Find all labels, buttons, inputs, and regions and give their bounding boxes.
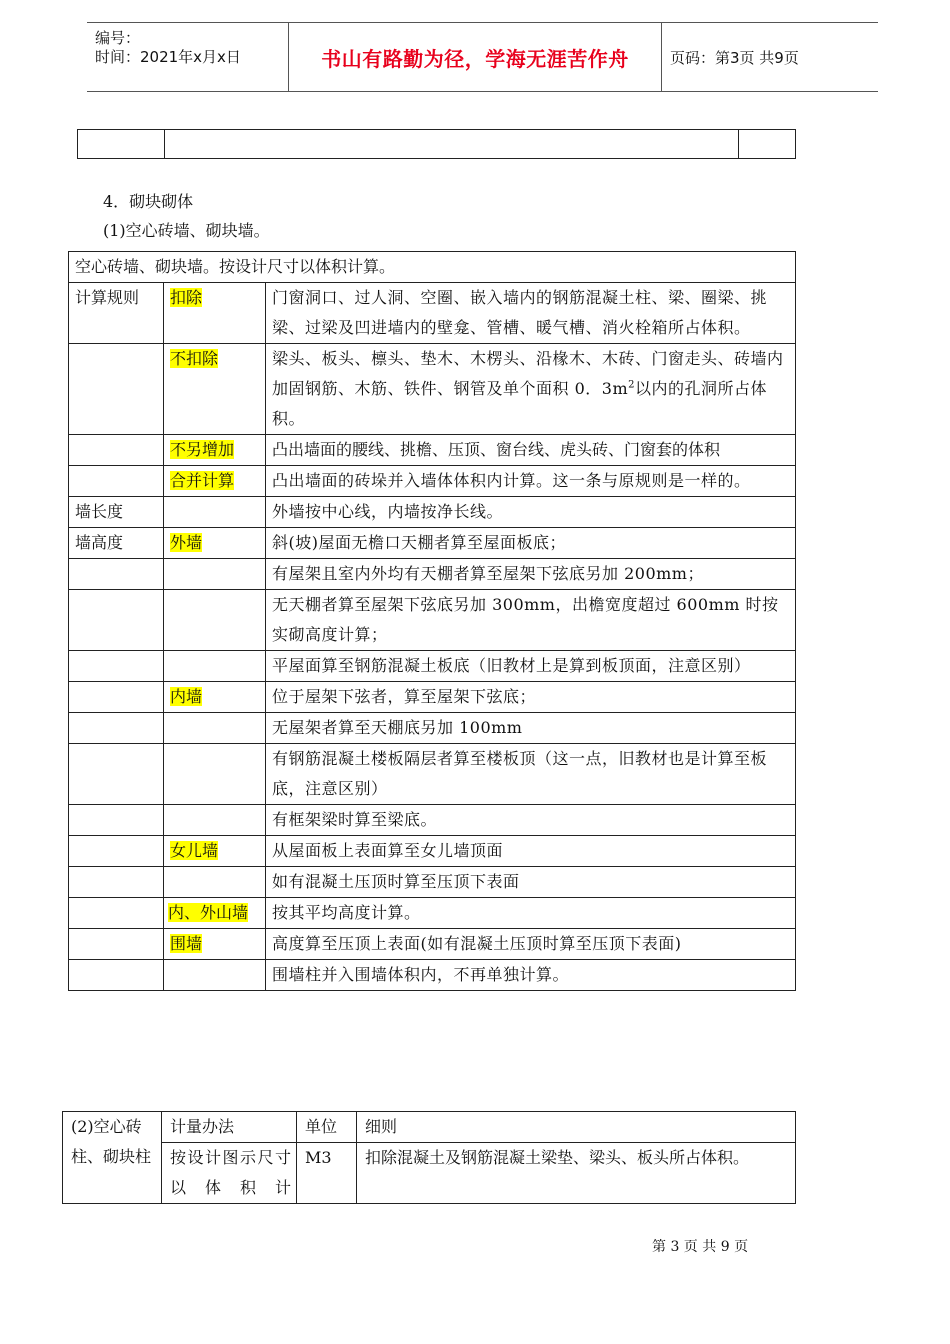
row-text: 有框架梁时算至梁底。 xyxy=(266,805,796,836)
table-row xyxy=(69,651,796,682)
row-text: 梁头、板头、檩头、垫木、木楞头、沿椽木、木砖、门窗走头、砖墙内加固钢筋、木筋、铁件、钢管及单个面积 0．$3m^2$以内的孔洞所占体积。 xyxy=(266,344,796,435)
table-row xyxy=(69,929,796,960)
table-row xyxy=(69,497,796,528)
row-key: 女儿墙 xyxy=(170,841,219,860)
row-key xyxy=(164,559,266,590)
header-method: 计量办法 xyxy=(162,1112,297,1143)
row-text: 平屋面算至钢筋混凝土板底（旧教材上是算到板顶面，注意区别） xyxy=(266,651,796,682)
row-category xyxy=(69,960,164,991)
table-row xyxy=(69,528,796,559)
row-key xyxy=(164,744,266,805)
row-key xyxy=(164,713,266,744)
table-cell xyxy=(739,130,796,159)
row-category xyxy=(69,836,164,867)
table-row xyxy=(69,960,796,991)
row-category xyxy=(69,590,164,651)
table-row xyxy=(69,867,796,898)
row-text: 门窗洞口、过人洞、空圈、嵌入墙内的钢筋混凝土柱、梁、圈梁、挑梁、过梁及凹进墙内的壁龛、管槽、暖气槽、消火栓箱所占体积。 xyxy=(266,283,796,344)
row-key: 扣除 xyxy=(170,288,203,307)
row-text: 凸出墙面的砖垛并入墙体体积内计算。这一条与原规则是一样的。 xyxy=(266,466,796,497)
table-row xyxy=(69,435,796,466)
row-category xyxy=(69,867,164,898)
table-row xyxy=(69,344,796,435)
empty-table-row xyxy=(77,129,796,159)
rules-table xyxy=(68,251,796,991)
row-key xyxy=(164,805,266,836)
row-text: 围墙柱并入围墙体积内，不再单独计算。 xyxy=(266,960,796,991)
row-key xyxy=(164,590,266,651)
row-key: 不扣除 xyxy=(170,349,219,368)
row-category: 墙高度 xyxy=(69,528,164,559)
row-text: 斜(坡)屋面无檐口天棚者算至屋面板底； xyxy=(266,528,796,559)
table-row xyxy=(69,713,796,744)
row-key: 不另增加 xyxy=(170,440,235,459)
page-header xyxy=(87,22,878,92)
row-category xyxy=(69,898,164,929)
table-cell xyxy=(165,130,739,159)
row-key xyxy=(164,960,266,991)
row-key xyxy=(164,651,266,682)
row-category xyxy=(69,805,164,836)
row-text: 如有混凝土压顶时算至压顶下表面 xyxy=(266,867,796,898)
row-text: 凸出墙面的腰线、挑檐、压顶、窗台线、虎头砖、门窗套的体积 xyxy=(266,435,796,466)
table-row xyxy=(69,836,796,867)
row-key: 围墙 xyxy=(170,934,203,953)
item-cell: (2)空心砖柱、砌块柱 xyxy=(63,1112,162,1204)
column-method-table xyxy=(62,1111,796,1204)
row-category xyxy=(69,344,164,435)
unit-cell: M3 xyxy=(297,1143,357,1204)
time-label: 时间：2021年x月x日 xyxy=(95,48,241,66)
row-key: 内、外山墙 xyxy=(168,903,249,922)
row-category xyxy=(69,713,164,744)
serial-label: 编号： xyxy=(95,29,141,47)
table-row xyxy=(63,1143,796,1204)
row-text: 无天棚者算至屋架下弦底另加 300mm，出檐宽度超过 600mm 时按实砌高度计算； xyxy=(266,590,796,651)
table-row xyxy=(69,252,796,283)
table-row xyxy=(69,898,796,929)
section-heading: 4．砌块砌体 xyxy=(103,192,194,211)
method-cell: 按设计图示尺寸以体积计 xyxy=(162,1143,297,1204)
table-title: 空心砖墙、砌块墙。按设计尺寸以体积计算。 xyxy=(69,252,796,283)
row-key xyxy=(164,497,266,528)
row-text: 有屋架且室内外均有天棚者算至屋架下弦底另加 200mm； xyxy=(266,559,796,590)
row-category xyxy=(69,466,164,497)
table-cell xyxy=(78,130,165,159)
row-category xyxy=(69,682,164,713)
row-key: 内墙 xyxy=(170,687,203,706)
detail-cell: 扣除混凝土及钢筋混凝土梁垫、梁头、板头所占体积。 xyxy=(357,1143,796,1204)
row-category: 墙长度 xyxy=(69,497,164,528)
row-category xyxy=(69,435,164,466)
row-category xyxy=(69,651,164,682)
header-page-label: 页码：第3页 共9页 xyxy=(670,48,799,67)
row-category xyxy=(69,744,164,805)
table-row xyxy=(63,1112,796,1143)
row-text: 位于屋架下弦者，算至屋架下弦底； xyxy=(266,682,796,713)
subsection-heading: (1)空心砖墙、砌块墙。 xyxy=(103,221,270,240)
row-key xyxy=(164,867,266,898)
row-text: 无屋架者算至天棚底另加 100mm xyxy=(266,713,796,744)
table-row xyxy=(69,590,796,651)
header-divider xyxy=(661,23,662,91)
row-key: 外墙 xyxy=(170,533,203,552)
header-motto: 书山有路勤为径，学海无涯苦作舟 xyxy=(321,46,629,71)
table-row xyxy=(69,466,796,497)
row-text: 高度算至压顶上表面(如有混凝土压顶时算至压顶下表面) xyxy=(266,929,796,960)
row-text: 从屋面板上表面算至女儿墙顶面 xyxy=(266,836,796,867)
header-unit: 单位 xyxy=(297,1112,357,1143)
row-category xyxy=(69,559,164,590)
row-key: 合并计算 xyxy=(170,471,235,490)
header-detail: 细则 xyxy=(357,1112,796,1143)
table-row xyxy=(69,744,796,805)
row-category: 计算规则 xyxy=(69,283,164,344)
header-meta xyxy=(95,29,285,67)
row-text: 有钢筋混凝土楼板隔层者算至楼板顶（这一点，旧教材也是计算至板底，注意区别） xyxy=(266,744,796,805)
table-row xyxy=(69,805,796,836)
table-row xyxy=(69,682,796,713)
row-text: 外墙按中心线，内墙按净长线。 xyxy=(266,497,796,528)
page-footer: 第 3 页 共 9 页 xyxy=(652,1239,749,1255)
table-row xyxy=(69,283,796,344)
row-category xyxy=(69,929,164,960)
row-text: 按其平均高度计算。 xyxy=(266,898,796,929)
table-row xyxy=(69,559,796,590)
